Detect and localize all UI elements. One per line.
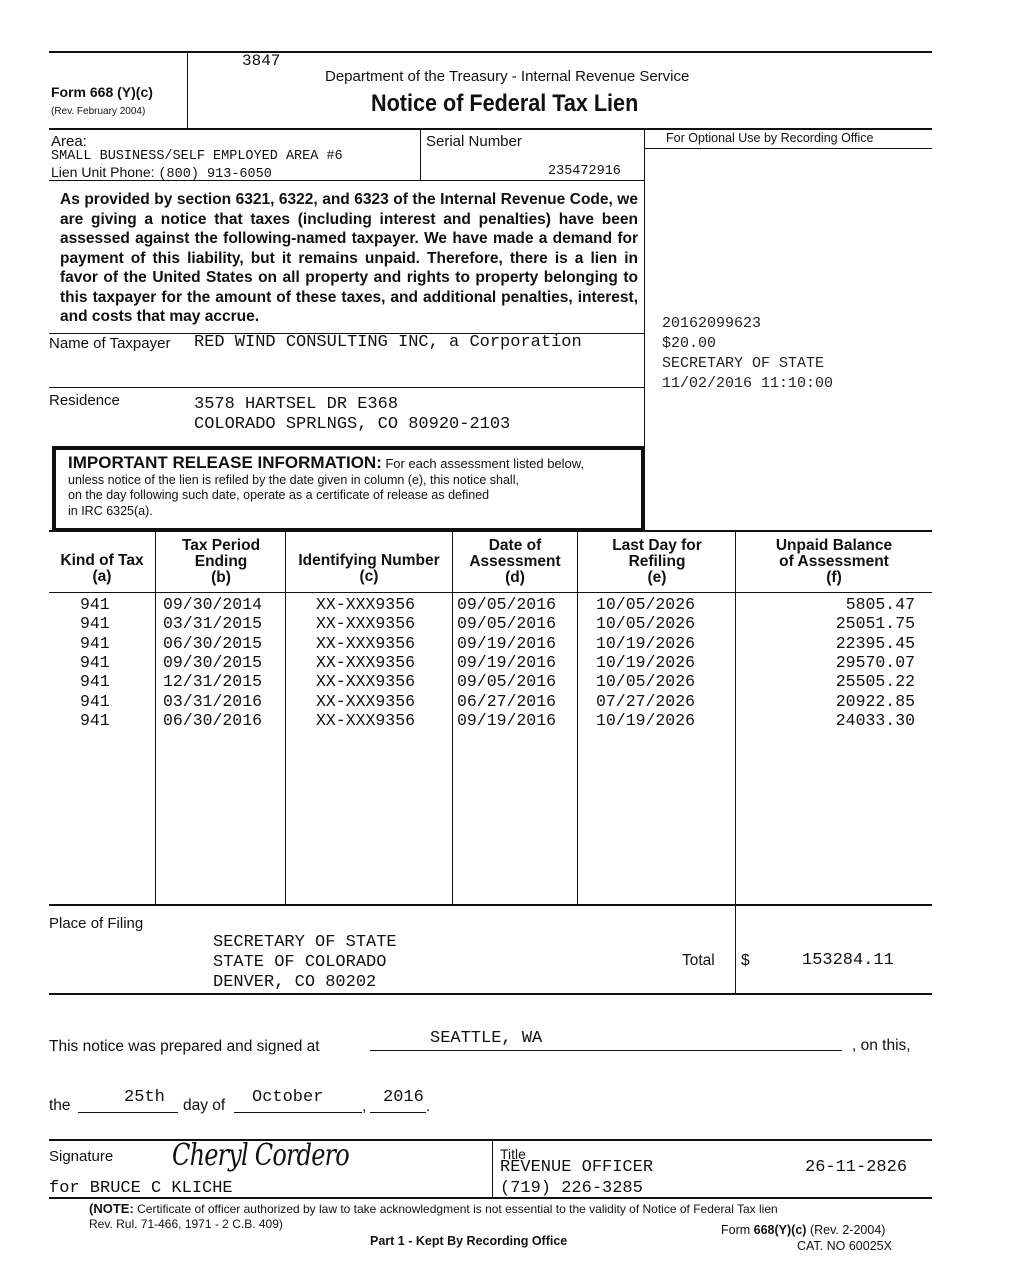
table-cell-balance: 5805.47 xyxy=(845,595,915,614)
lien-unit-phone: (800) 913-6050 xyxy=(158,167,272,182)
table-cell-balance: 25051.75 xyxy=(835,614,915,634)
table-bottom-rule xyxy=(49,904,932,906)
top-rule xyxy=(49,51,932,53)
table-cell-assessed: 09/19/2016 xyxy=(457,652,557,672)
lien-unit-label: Lien Unit Phone: xyxy=(51,164,155,180)
title-label: Title xyxy=(500,1146,526,1162)
stamp-line-3: SECRETARY OF STATE xyxy=(662,355,825,372)
table-cell-balance: 25505.22 xyxy=(835,672,915,692)
table-cell-balance: 24033.30 xyxy=(835,710,915,730)
footer-note-text: Certificate of officer authorized by law to take acknowledgment is not essential to the validity of Notice of Federal Tax lien xyxy=(137,1202,778,1216)
area-value: SMALL BUSINESS/SELF EMPLOYED AREA #6 xyxy=(51,149,343,164)
table-cell-refile: 10/19/2026 xyxy=(596,710,696,730)
table-cell-balance: 22395.45 xyxy=(835,633,915,653)
place-of-filing xyxy=(213,933,397,993)
header-bottom-rule xyxy=(49,128,932,130)
optional-use: For Optional Use by Recording Office xyxy=(666,131,874,145)
footer-cat: CAT. NO 60025X xyxy=(797,1239,892,1253)
signature-bottom-rule xyxy=(49,1197,932,1199)
table-cell-assessed: 09/19/2016 xyxy=(457,633,557,653)
year-underline xyxy=(370,1112,426,1113)
prepared-place: SEATTLE, WA xyxy=(430,1029,543,1048)
table-top-rule xyxy=(49,530,932,532)
table-cell-id: XX-XXX9356 xyxy=(316,691,416,711)
signature-for-line: for BRUCE C KLICHE xyxy=(49,1179,233,1198)
page-title: Notice of Federal Tax Lien xyxy=(371,90,639,117)
form-rev: (Rev. February 2004) xyxy=(51,106,146,117)
filing-bottom-rule xyxy=(49,993,932,995)
table-cell-period: 06/30/2015 xyxy=(163,633,263,653)
header-kind-of-tax: Kind of Tax (a) xyxy=(60,552,144,585)
taxpayer-bottom-rule xyxy=(49,387,645,388)
table-cell-id: XX-XXX9356 xyxy=(316,614,416,634)
serial-divider xyxy=(420,128,421,180)
residence-label: Residence xyxy=(49,392,120,409)
table-cell-refile: 10/05/2026 xyxy=(596,672,696,692)
officer-title: REVENUE OFFICER xyxy=(500,1158,654,1177)
table-cell-balance: 29570.07 xyxy=(835,652,915,672)
header-unpaid-balance: Unpaid Balance of Assessment (f) xyxy=(775,537,893,586)
table-cell-kind: 941 xyxy=(80,710,110,730)
col-line-c xyxy=(285,530,286,905)
col-line-e xyxy=(577,530,578,905)
day-underline xyxy=(78,1112,178,1113)
area-bottom-rule xyxy=(49,180,645,181)
taxpayer-name: RED WIND CONSULTING INC, a Corporation xyxy=(194,333,582,352)
notice-text: As provided by section 6321, 6322, and 6323 of the Internal Revenue Code, we are giving a notice that taxes (including interest and penalties) have been assessed against the following-named taxpayer. We have made a demand for payment of this liability, but it remains unpaid. Therefore, there is a lien in favor of the United States on all property and rights to property belonging to this taxpayer for the amount of these taxes, and additional penalties, interest, and costs that may accrue. xyxy=(60,191,638,325)
recording-stamp xyxy=(662,314,833,394)
footer-form: Form 668(Y)(c) (Rev. 2-2004) xyxy=(721,1223,886,1237)
col-line-b xyxy=(155,530,156,905)
footer-note-bold: (NOTE: xyxy=(89,1201,134,1216)
prepared-year: 2016 xyxy=(383,1088,424,1107)
department: Department of the Treasury - Internal Revenue Service xyxy=(325,68,690,85)
stamp-line-2: $20.00 xyxy=(662,335,717,352)
table-cell-period: 03/31/2016 xyxy=(163,691,263,711)
prepared-on-this: , on this, xyxy=(852,1037,911,1054)
table-cell-kind: 941 xyxy=(80,672,110,692)
month-underline xyxy=(234,1112,362,1113)
table-cell-id: XX-XXX9356 xyxy=(316,595,416,614)
header-date-of-assessment: Date of Assessment (d) xyxy=(469,537,561,586)
handwritten-signature: Cheryl Cordero xyxy=(172,1138,349,1173)
release-text-1: For each assessment listed below, xyxy=(385,456,585,471)
prepared-the: the xyxy=(49,1097,71,1114)
table-cell-period: 03/31/2015 xyxy=(163,614,263,634)
header-last-day-refiling: Last Day for Refiling (e) xyxy=(612,537,702,586)
table-cell-period: 12/31/2015 xyxy=(163,672,263,692)
total-label: Total xyxy=(682,952,715,969)
table-cell-refile: 10/05/2026 xyxy=(596,595,696,614)
header-divider xyxy=(187,51,188,129)
table-cell-kind: 941 xyxy=(80,614,110,634)
doc-number: 3847 xyxy=(242,52,281,70)
residence-line-2: COLORADO SPRLNGS, CO 80920-2103 xyxy=(194,415,511,434)
table-cell-period: 09/30/2014 xyxy=(163,595,263,614)
prepared-period: . xyxy=(426,1098,431,1115)
prepared-place-underline xyxy=(370,1050,842,1051)
filing-line-2: STATE OF COLORADO xyxy=(213,953,387,972)
table-cell-assessed: 09/05/2016 xyxy=(457,614,557,634)
total-currency: $ xyxy=(741,952,750,969)
table-cell-period: 06/30/2016 xyxy=(163,710,263,730)
signature-divider xyxy=(492,1139,493,1197)
table-cell-assessed: 09/05/2016 xyxy=(457,595,557,614)
table-cell-refile: 10/19/2026 xyxy=(596,652,696,672)
table-cell-assessed: 09/19/2016 xyxy=(457,710,557,730)
footer-rev-rul: Rev. Rul. 71-466, 1971 - 2 C.B. 409) xyxy=(89,1217,283,1231)
release-heading: IMPORTANT RELEASE INFORMATION: xyxy=(68,453,382,472)
residence-line-1: 3578 HARTSEL DR E368 xyxy=(194,395,399,414)
place-of-filing-label: Place of Filing xyxy=(49,915,144,932)
stamp-line-1: 20162099623 xyxy=(662,315,762,332)
prepared-text: This notice was prepared and signed at xyxy=(49,1038,320,1055)
serial-label: Serial Number xyxy=(426,133,522,150)
release-info xyxy=(68,455,630,519)
area-label: Area: xyxy=(51,133,87,150)
table-header-rule xyxy=(49,592,932,593)
table-cell-id: XX-XXX9356 xyxy=(316,710,416,730)
release-text-4: in IRC 6325(a). xyxy=(68,503,153,518)
footer-part: Part 1 - Kept By Recording Office xyxy=(370,1234,568,1248)
table-cell-refile: 10/05/2026 xyxy=(596,614,696,634)
filing-line-1: SECRETARY OF STATE xyxy=(213,933,397,952)
col-line-d xyxy=(452,530,453,905)
table-cell-kind: 941 xyxy=(80,691,110,711)
residence-address xyxy=(194,395,510,435)
optional-rule xyxy=(644,148,932,149)
header-tax-period: Tax Period Ending (b) xyxy=(181,537,261,586)
table-cell-id: XX-XXX9356 xyxy=(316,652,416,672)
table-cell-refile: 10/19/2026 xyxy=(596,633,696,653)
release-text-3: on the day following such date, operate as a certificate of release as defined xyxy=(68,488,490,502)
table-cell-kind: 941 xyxy=(80,633,110,653)
release-text-2: unless notice of the lien is refiled by the date given in column (e), this notice shall, xyxy=(68,472,519,487)
prepared-day: 25th xyxy=(124,1088,165,1107)
total-amount: 153284.11 xyxy=(802,951,894,970)
stamp-line-4: 11/02/2016 11:10:00 xyxy=(662,375,834,392)
table-cell-period: 09/30/2015 xyxy=(163,652,263,672)
officer-phone: (719) 226-3285 xyxy=(500,1179,643,1198)
table-cell-id: XX-XXX9356 xyxy=(316,672,416,692)
table-cell-assessed: 06/27/2016 xyxy=(457,691,557,711)
col-line-f xyxy=(735,530,736,995)
table-cell-balance: 20922.85 xyxy=(835,691,915,711)
table-cell-refile: 07/27/2026 xyxy=(596,691,696,711)
footer-note xyxy=(89,1201,778,1216)
filing-line-3: DENVER, CO 80202 xyxy=(213,973,377,992)
taxpayer-label: Name of Taxpayer xyxy=(49,335,171,352)
header-identifying-number: Identifying Number (c) xyxy=(298,552,440,585)
table-cell-assessed: 09/05/2016 xyxy=(457,672,557,692)
prepared-day-of: day of xyxy=(183,1097,226,1114)
table-cell-kind: 941 xyxy=(80,595,110,614)
serial-value: 235472916 xyxy=(548,164,621,179)
signature-label: Signature xyxy=(49,1148,114,1165)
prepared-month: October xyxy=(252,1088,324,1107)
officer-code: 26-11-2826 xyxy=(805,1158,908,1177)
table-cell-id: XX-XXX9356 xyxy=(316,633,416,653)
table-cell-kind: 941 xyxy=(80,652,110,672)
form-id: Form 668 (Y)(c) xyxy=(51,84,153,100)
prepared-comma: , xyxy=(362,1098,367,1115)
